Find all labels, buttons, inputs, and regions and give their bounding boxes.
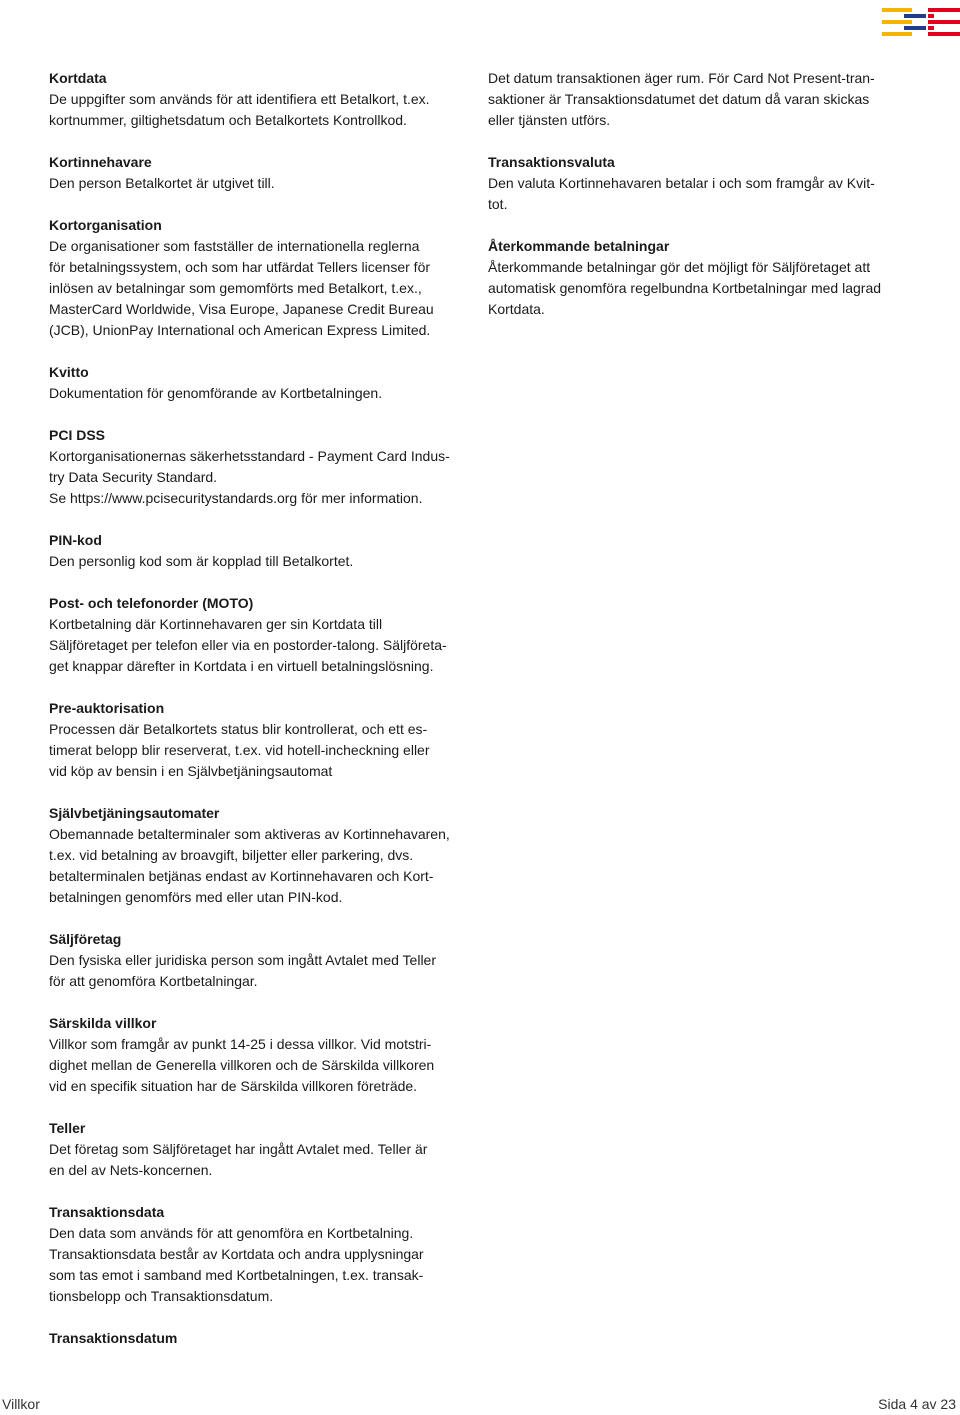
definition-text-line: timerat belopp blir reserverat, t.ex. vid hotell-incheckning eller <box>49 742 430 758</box>
definition-term: Pre-auktorisation <box>49 700 165 716</box>
definition-text-line: Kortdata. <box>488 301 545 317</box>
definition-entry <box>49 1328 469 1349</box>
definition-text-line: betalterminalen betjänas endast av Kortinnehavaren och Kort- <box>49 868 434 884</box>
definition-text-line: Det datum transaktionen äger rum. För Card Not Present-tran- <box>488 70 875 86</box>
definition-text-line: Den fysiska eller juridiska person som ingått Avtalet med Teller <box>49 952 436 968</box>
definition-text-line: tot. <box>488 196 508 212</box>
definition-term: Kortdata <box>49 70 107 86</box>
definition-text-line: Säljföretaget per telefon eller via en postorder-talong. Säljföreta- <box>49 637 447 653</box>
definition-text-line: inlösen av betalningar som gemomförts med Betalkort, t.ex., <box>49 280 422 296</box>
footer-page-number: Sida 4 av 23 <box>878 1396 956 1412</box>
definition-text-line: Det företag som Säljföretaget har ingått Avtalet med. Teller är <box>49 1141 428 1157</box>
definition-text-line: try Data Security Standard. <box>49 469 218 485</box>
definition-text-line: Kortorganisationernas säkerhetsstandard - Payment Card Indus- <box>49 448 450 464</box>
definition-text-line: en del av Nets-koncernen. <box>49 1162 213 1178</box>
definition-text-line: Villkor som framgår av punkt 14-25 i dessa villkor. Vid motstri- <box>49 1036 432 1052</box>
definition-term: Teller <box>49 1120 86 1136</box>
definition-term: PIN-kod <box>49 532 102 548</box>
definition-text-line: Den person Betalkortet är utgivet till. <box>49 175 275 191</box>
definition-term: Transaktionsdata <box>49 1204 165 1220</box>
footer-doc-title: Villkor <box>2 1396 40 1412</box>
definition-text-line: MasterCard Worldwide, Visa Europe, Japanese Credit Bureau <box>49 301 434 317</box>
definition-text-line: eller tjänsten utförs. <box>488 112 611 128</box>
definition-text-line: Processen där Betalkortets status blir kontrollerat, och ett es- <box>49 721 428 737</box>
definition-text-line: Dokumentation för genomförande av Kortbetalningen. <box>49 385 383 401</box>
definition-entry <box>49 362 469 404</box>
definition-text-line: vid en specifik situation har de Särskilda villkoren företräde. <box>49 1078 418 1094</box>
definition-text-line: (JCB), UnionPay International och American Express Limited. <box>49 322 431 338</box>
definition-text-line: kortnummer, giltighetsdatum och Betalkortets Kontrollkod. <box>49 112 407 128</box>
definition-text-line: Transaktionsdata består av Kortdata och andra upplysningar <box>49 1246 424 1262</box>
definition-text-line: Se https://www.pcisecuritystandards.org för mer information. <box>49 490 423 506</box>
definition-text-line: för betalningssystem, och som har utfärdat Tellers licenser för <box>49 259 431 275</box>
definition-entry <box>49 803 469 908</box>
definition-text-line: Den data som används för att genomföra en Kortbetalning. <box>49 1225 414 1241</box>
definition-entry <box>49 1118 469 1181</box>
definition-term: Transaktionsdatum <box>49 1330 178 1346</box>
definition-entry <box>49 1202 469 1307</box>
definition-text-line: saktioner är Transaktionsdatumet det datum då varan skickas <box>488 91 870 107</box>
definition-entry <box>488 236 908 320</box>
definition-entry <box>488 68 908 131</box>
definition-term: Återkommande betalningar <box>488 238 670 254</box>
definition-term: Kvitto <box>49 364 89 380</box>
definition-text-line: vid köp av bensin i en Självbetjäningsautomat <box>49 763 333 779</box>
definition-term: Transaktionsvaluta <box>488 154 615 170</box>
definition-term: Säljföretag <box>49 931 122 947</box>
definition-entry <box>49 593 469 677</box>
definition-text-line: Den personlig kod som är kopplad till Betalkortet. <box>49 553 354 569</box>
left-column <box>49 68 469 1370</box>
definition-entry <box>49 1013 469 1097</box>
definition-term: Särskilda villkor <box>49 1015 157 1031</box>
definition-text-line: Obemannade betalterminaler som aktiveras av Kortinnehavaren, <box>49 826 450 842</box>
definition-text-line: De uppgifter som används för att identifiera ett Betalkort, t.ex. <box>49 91 430 107</box>
definition-text-line: Kortbetalning där Kortinnehavaren ger sin Kortdata till <box>49 616 383 632</box>
definition-text-line: för att genomföra Kortbetalningar. <box>49 973 258 989</box>
definition-entry <box>49 698 469 782</box>
nets-logo <box>882 6 960 38</box>
definition-text-line: betalningen genomförs med eller utan PIN-kod. <box>49 889 343 905</box>
definition-entry <box>49 929 469 992</box>
right-column <box>488 68 908 341</box>
definition-term: PCI DSS <box>49 427 106 443</box>
definition-text-line: Den valuta Kortinnehavaren betalar i och som framgår av Kvit- <box>488 175 875 191</box>
definition-term: Kortinnehavare <box>49 154 152 170</box>
definition-entry <box>488 152 908 215</box>
definition-text-line: automatisk genomföra regelbundna Kortbetalningar med lagrad <box>488 280 882 296</box>
definition-entry <box>49 425 469 509</box>
definition-text-line: t.ex. vid betalning av broavgift, biljetter eller parkering, dvs. <box>49 847 414 863</box>
definition-term: Självbetjäningsautomater <box>49 805 220 821</box>
definition-term: Post- och telefonorder (MOTO) <box>49 595 254 611</box>
definition-text-line: tionsbelopp och Transaktionsdatum. <box>49 1288 274 1304</box>
definition-entry <box>49 152 469 194</box>
definition-term: Kortorganisation <box>49 217 162 233</box>
definition-entry <box>49 68 469 131</box>
definition-text-line: dighet mellan de Generella villkoren och de Särskilda villkoren <box>49 1057 435 1073</box>
definition-text-line: som tas emot i samband med Kortbetalningen, t.ex. transak- <box>49 1267 424 1283</box>
definition-text-line: Återkommande betalningar gör det möjligt för Säljföretaget att <box>488 259 871 275</box>
definition-entry <box>49 215 469 341</box>
definition-text-line: get knappar därefter in Kortdata i en virtuell betalningslösning. <box>49 658 434 674</box>
definition-entry <box>49 530 469 572</box>
definition-text-line: De organisationer som fastställer de internationella reglerna <box>49 238 420 254</box>
